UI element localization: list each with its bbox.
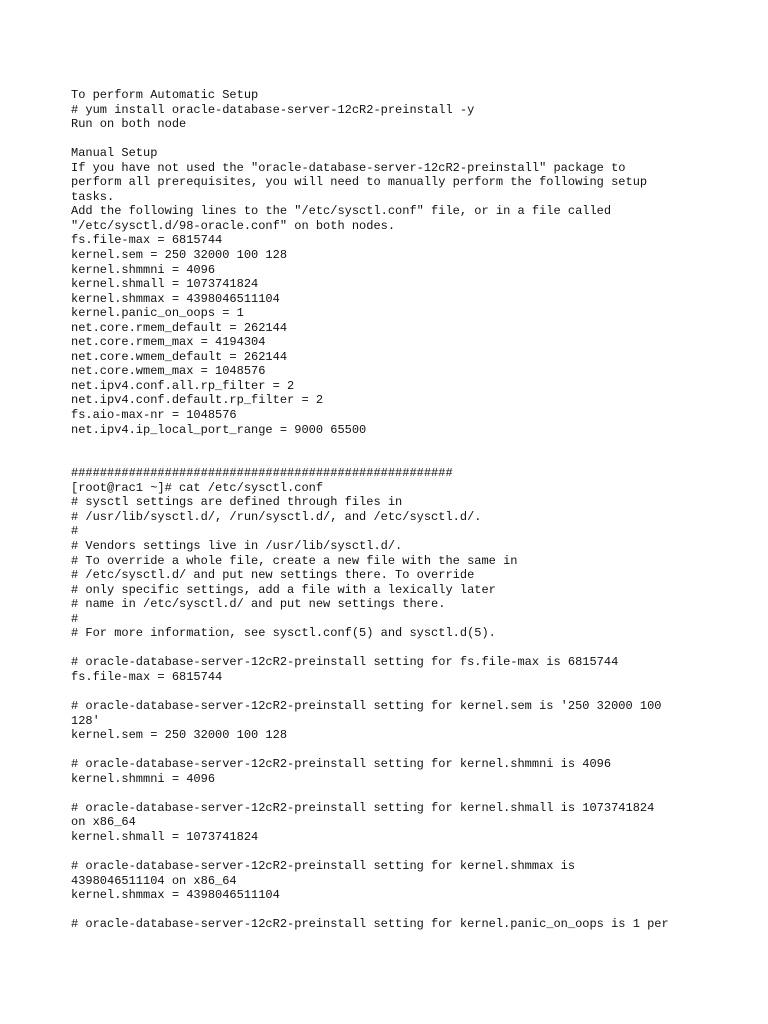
comment-line: # xyxy=(71,524,79,539)
spacer xyxy=(71,132,721,147)
param-line: net.core.rmem_max = 4194304 xyxy=(71,335,266,350)
setting-comment: # oracle-database-server-12cR2-preinstall setting for kernel.shmall is 1073741824 xyxy=(71,800,655,815)
comment-line: # sysctl settings are defined through files in xyxy=(71,495,403,510)
comment-line: # /usr/lib/sysctl.d/, /run/sysctl.d/, and /etc/sysctl.d/. xyxy=(71,509,482,524)
intro-line: If you have not used the "oracle-database-server-12cR2-preinstall" package to xyxy=(71,160,626,175)
shell-prompt: [root@rac1 ~]# cat /etc/sysctl.conf xyxy=(71,480,324,495)
param-line: fs.aio-max-nr = 1048576 xyxy=(71,408,237,423)
spacer xyxy=(71,641,721,656)
setting-block xyxy=(71,801,721,845)
param-line: kernel.shmmax = 4398046511104 xyxy=(71,291,280,306)
setting-block xyxy=(71,757,721,786)
intro-line: tasks. xyxy=(71,189,115,204)
yum-install-command: # yum install oracle-database-server-12cR2-preinstall -y xyxy=(71,102,475,117)
param-line: kernel.shmmni = 4096 xyxy=(71,262,216,277)
setting-value: kernel.shmmni = 4096 xyxy=(71,771,216,786)
comment-line: # xyxy=(71,611,79,626)
param-line: net.ipv4.conf.default.rp_filter = 2 xyxy=(71,393,324,408)
param-line: kernel.panic_on_oops = 1 xyxy=(71,306,244,321)
param-line: net.ipv4.conf.all.rp_filter = 2 xyxy=(71,378,295,393)
setting-value: fs.file-max = 6815744 xyxy=(71,669,223,684)
setting-comment: 4398046511104 on x86_64 xyxy=(71,873,237,888)
intro-line: "/etc/sysctl.d/98-oracle.conf" on both nodes. xyxy=(71,218,396,233)
intro-line: Add the following lines to the "/etc/sysctl.conf" file, or in a file called xyxy=(71,204,612,219)
setting-comment: on x86_64 xyxy=(71,815,136,830)
param-line: net.core.wmem_default = 262144 xyxy=(71,349,288,364)
comment-line: # For more information, see sysctl.conf(5) and sysctl.d(5). xyxy=(71,626,496,641)
setting-block xyxy=(71,859,721,903)
run-note: Run on both node xyxy=(71,117,187,132)
comment-line: # Vendors settings live in /usr/lib/sysctl.d/. xyxy=(71,538,403,553)
setting-value: kernel.sem = 250 32000 100 128 xyxy=(71,728,288,743)
setting-block xyxy=(71,655,721,684)
comment-line: # only specific settings, add a file with a lexically later xyxy=(71,582,496,597)
spacer xyxy=(71,437,721,466)
setting-comment: # oracle-database-server-12cR2-preinstall setting for kernel.shmmni is 4096 xyxy=(71,757,612,772)
param-line: net.ipv4.ip_local_port_range = 9000 65500 xyxy=(71,422,367,437)
sysctl-header-comments xyxy=(71,495,721,640)
comment-line: # To override a whole file, create a new file with the same in xyxy=(71,553,518,568)
setting-value: kernel.shmall = 1073741824 xyxy=(71,829,259,844)
intro-line: perform all prerequisites, you will need to manually perform the following setup xyxy=(71,175,648,190)
param-line: net.core.rmem_default = 262144 xyxy=(71,320,288,335)
spacer xyxy=(71,844,721,859)
param-line: fs.file-max = 6815744 xyxy=(71,233,223,248)
spacer xyxy=(71,786,721,801)
setting-value: kernel.shmmax = 4398046511104 xyxy=(71,888,280,903)
param-line: net.core.wmem_max = 1048576 xyxy=(71,364,266,379)
setting-comment: # oracle-database-server-12cR2-preinstall setting for kernel.panic_on_oops is 1 per xyxy=(71,917,669,932)
spacer xyxy=(71,903,721,918)
document-page xyxy=(71,88,721,932)
manual-setup-heading: Manual Setup xyxy=(71,146,158,161)
spacer xyxy=(71,743,721,758)
setting-comment: # oracle-database-server-12cR2-preinstall setting for kernel.sem is '250 32000 100 xyxy=(71,698,662,713)
setting-comment: # oracle-database-server-12cR2-preinstall setting for kernel.shmmax is xyxy=(71,858,576,873)
setting-comment: # oracle-database-server-12cR2-preinstall setting for fs.file-max is 6815744 xyxy=(71,655,619,670)
param-line: kernel.sem = 250 32000 100 128 xyxy=(71,248,288,263)
automatic-setup-heading: To perform Automatic Setup xyxy=(71,88,259,102)
comment-line: # name in /etc/sysctl.d/ and put new settings there. xyxy=(71,597,446,612)
param-line: kernel.shmall = 1073741824 xyxy=(71,277,259,292)
spacer xyxy=(71,684,721,699)
separator-line: ##################################################### xyxy=(71,466,453,481)
comment-line: # /etc/sysctl.d/ and put new settings there. To override xyxy=(71,568,475,583)
setting-block xyxy=(71,699,721,743)
setting-comment: 128' xyxy=(71,713,100,728)
kernel-param-list xyxy=(71,233,721,437)
